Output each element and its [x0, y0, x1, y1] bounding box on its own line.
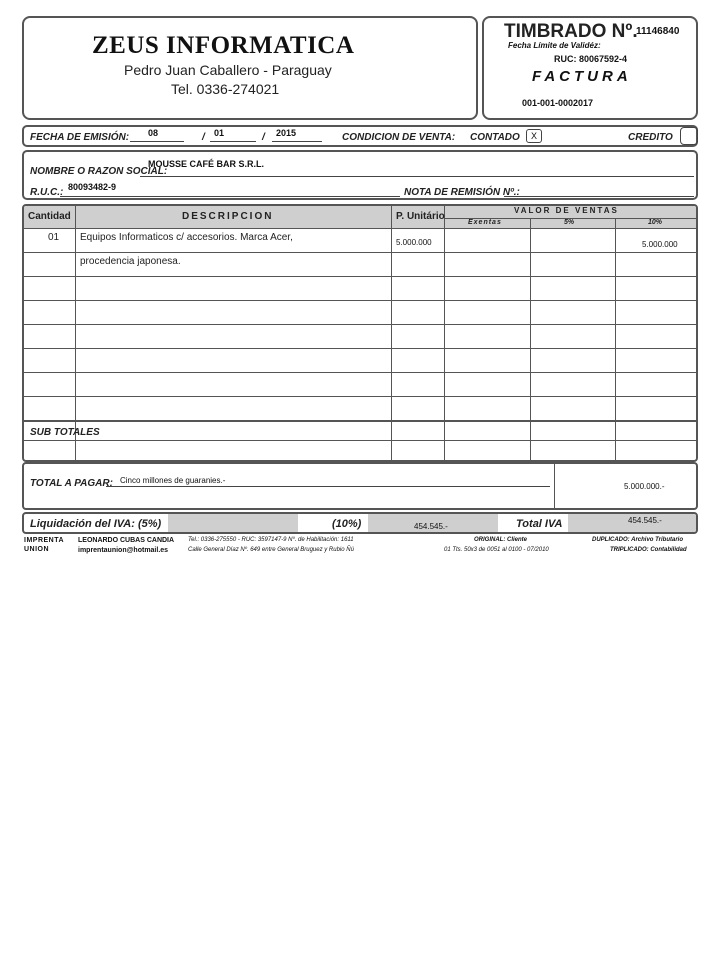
header-valor-ventas: VALOR DE VENTAS	[514, 206, 619, 215]
printer-name: LEONARDO CUBAS CANDIA	[78, 537, 175, 544]
contado-label: CONTADO	[470, 132, 520, 143]
invoice-number: 001-001-0002017	[522, 98, 594, 108]
total-box	[22, 462, 698, 510]
total-words: Cinco millones de guaranies.-	[120, 476, 226, 485]
contado-mark: X	[530, 131, 537, 141]
emission-sep2: /	[262, 132, 265, 143]
validity-label: Fecha Límite de Validéz:	[508, 41, 601, 50]
row2-desc: procedencia japonesa.	[80, 256, 181, 267]
timbrado-ruc: RUC: 80067592-4	[554, 54, 628, 64]
company-location: Pedro Juan Caballero - Paraguay	[124, 62, 332, 78]
company-box	[22, 16, 478, 120]
doc-type: FACTURA	[532, 68, 632, 85]
items-table	[22, 204, 698, 462]
condition-label: CONDICION DE VENTA:	[342, 132, 456, 143]
company-phone: Tel. 0336-274021	[171, 81, 280, 97]
iva10-label: (10%)	[332, 518, 362, 530]
total-value: 5.000.000.-	[624, 482, 665, 491]
iva10-value: 454.545.-	[414, 522, 448, 531]
customer-ruc-label: R.U.C.:	[30, 187, 64, 198]
row1-ten: 5.000.000	[642, 240, 678, 249]
customer-box	[22, 150, 698, 200]
printer-triplicado: TRIPLICADO: Contabilidad	[610, 547, 687, 553]
iva-row	[22, 512, 698, 534]
timbrado-number: 11146840	[636, 26, 680, 37]
total-iva-label: Total IVA	[516, 518, 563, 530]
emission-month: 01	[214, 128, 225, 138]
timbrado-box	[482, 16, 698, 120]
emission-year: 2015	[276, 128, 297, 138]
printer-print-info: 01 Tts. 50x3 de 0051 al 0100 - 07/2010	[444, 547, 549, 553]
printer-email: imprentaunion@hotmail.es	[78, 547, 169, 554]
contado-checkbox	[526, 129, 542, 143]
customer-name: MOUSSE CAFÉ BAR S.R.L.	[148, 159, 265, 169]
iva-label: Liquidación del IVA: (5%)	[30, 518, 162, 530]
printer-address-line: Calle General Díaz Nº. 649 entre General Bruguez y Rubio Ñú	[188, 547, 354, 553]
header-descripcion: DESCRIPCION	[182, 211, 274, 222]
row1-desc: Equipos Informaticos c/ accesorios. Marca Acer,	[80, 232, 293, 243]
credito-label: CREDITO	[628, 132, 673, 143]
customer-ruc: 80093482-9	[68, 182, 117, 192]
printer-phone-line: Tel.: 0336-275550 - RUC: 3597147-9 Nº. de Habilitación: 1611	[188, 537, 354, 543]
emission-sep1: /	[202, 132, 205, 143]
printer-duplicado: DUPLICADO: Archivo Tributario	[592, 537, 684, 543]
remision-label: NOTA DE REMISIÓN Nº.:	[404, 187, 520, 198]
printer-logo: IMPRENTA UNION	[24, 537, 64, 553]
emission-day: 08	[148, 128, 159, 138]
company-name: ZEUS INFORMATICA	[92, 32, 355, 59]
subtotal-label: SUB TOTALES	[30, 427, 100, 438]
printer-footer	[22, 536, 698, 560]
row1-qty: 01	[48, 232, 60, 243]
total-label: TOTAL A PAGAR:	[30, 478, 113, 489]
credito-checkbox	[680, 127, 698, 145]
row1-unit: 5.000.000	[396, 238, 432, 247]
header-cantidad: Cantidad	[28, 211, 71, 222]
header-five: 5%	[564, 219, 575, 226]
header-ten: 10%	[648, 219, 663, 226]
printer-original: ORIGINAL: Cliente	[474, 537, 528, 543]
header-exentas: Exentas	[468, 219, 502, 226]
timbrado-title: TIMBRADO Nº.	[504, 21, 638, 42]
total-iva-value: 454.545.-	[628, 516, 662, 525]
header-unitario: P. Unitário	[396, 211, 445, 222]
emission-label: FECHA DE EMISIÓN:	[30, 132, 130, 143]
customer-name-label: NOMBRE O RAZON SOCIAL:	[30, 166, 168, 177]
emission-row	[22, 125, 698, 147]
